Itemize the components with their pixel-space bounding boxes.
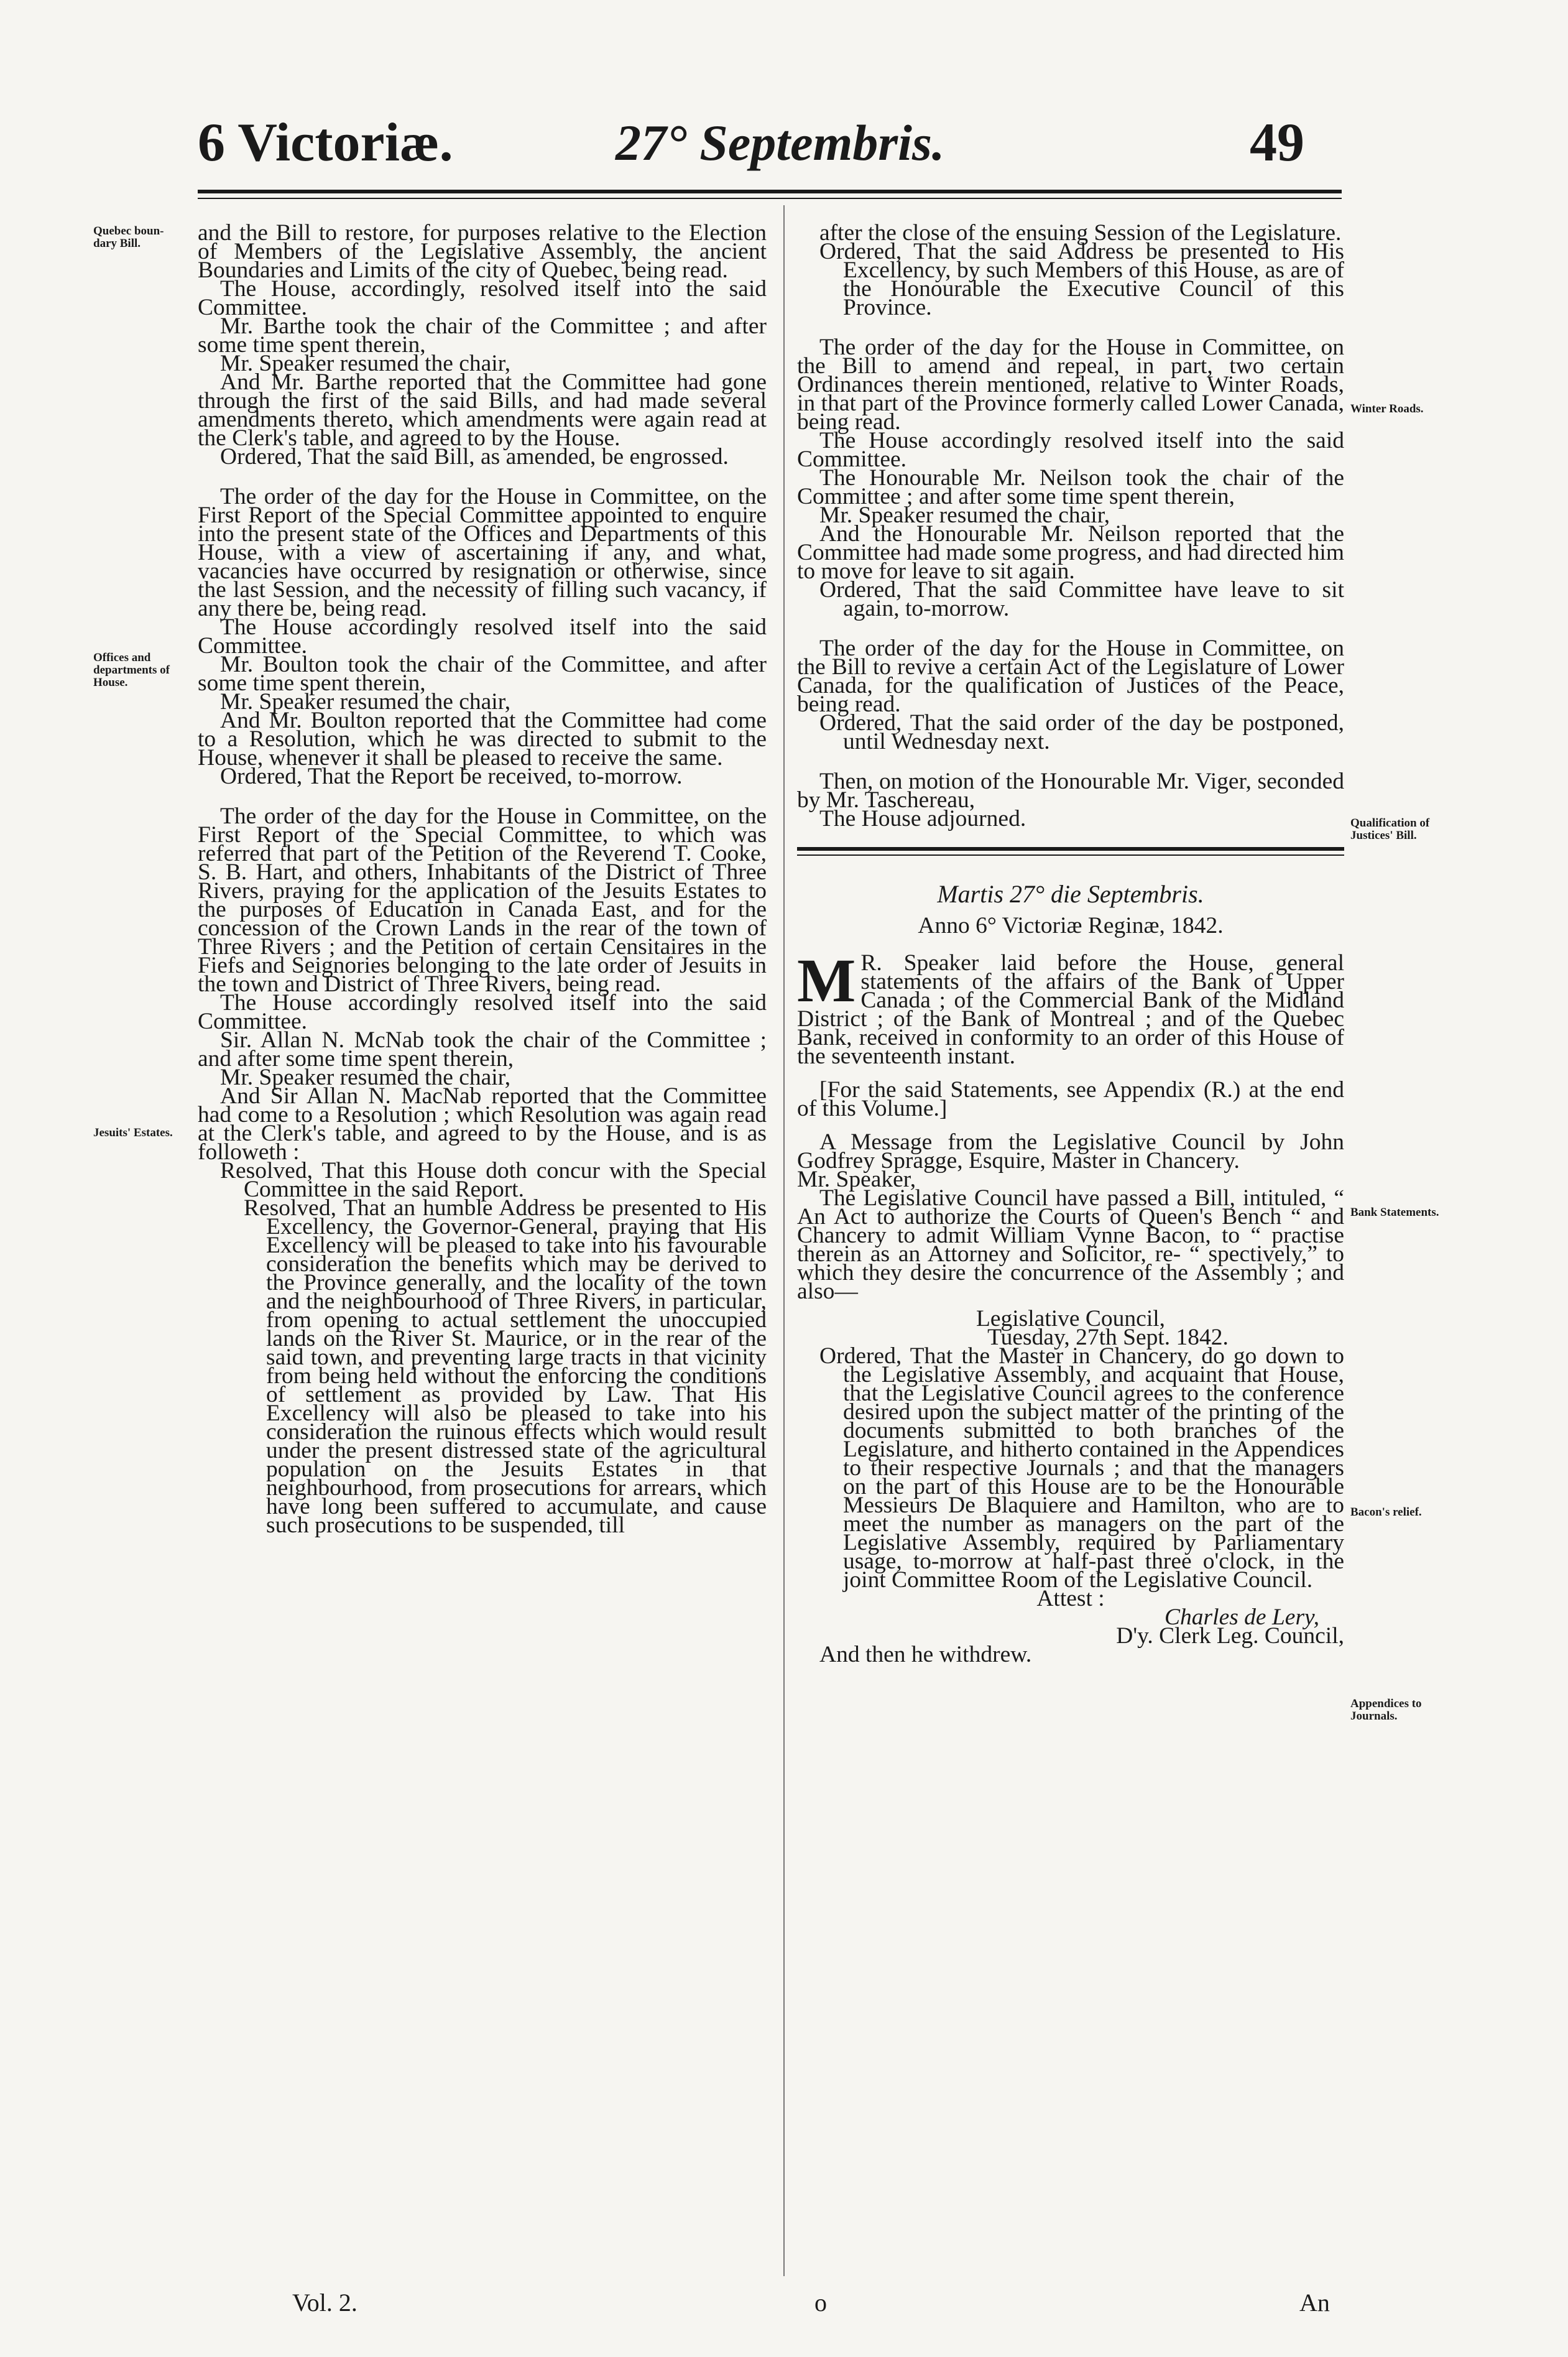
paragraph: Mr. Speaker resumed the chair, <box>220 1065 511 1090</box>
margin-note-offices: Offices and departments of House. <box>93 651 170 689</box>
header-rule-thick <box>198 190 1342 193</box>
column-divider <box>783 205 785 2276</box>
paragraph: Ordered, That the Master in Chancery, do go down to the Legislative Assembly, and acquaint that House, that the Legislative Council agrees to the conference desired upon the subject matter of the printing of the documents submitted to both branches of the Legislature, and hitherto contained in the Appendices to their respective Journals ; and that the managers on the part of this House are to be the Honourable Messieurs De Blaquiere and Hamilton, who are to meet the number as managers on the part of the Legislative Assembly, required by Parliamentary usage, to-morrow at half-past three o'clock, in the joint Committee Room of the Legislative Council. <box>819 1343 1344 1593</box>
running-header <box>0 106 1568 187</box>
margin-note-bank: Bank Statements. <box>1350 1206 1439 1219</box>
paragraph: And Mr. Barthe reported that the Committee had gone through the first of the said Bills, and had made several amendments thereto, which amendments were again read at the Clerk's table, and agreed to by the House. <box>198 369 767 451</box>
signature-mark: o <box>814 2289 827 2317</box>
paragraph: R. Speaker laid before the House, general statements of the affairs of the Bank of Upper Canada ; of the Commercial Bank of the Midland District ; of the Bank of Montreal ; and of the Quebec Bank, received in conformity to an order of this House of the seventeenth instant. <box>797 950 1344 1069</box>
margin-note-jesuits: Jesuits' Estates. <box>93 1126 173 1139</box>
paragraph: The House adjourned. <box>819 806 1026 831</box>
paragraph: [For the said Statements, see Appendix (R.) at the end of this Volume.] <box>797 1077 1344 1121</box>
header-date: 27° Septembris. <box>616 114 945 171</box>
volume-mark: Vol. 2. <box>292 2289 357 2317</box>
paragraph: Ordered, That the said Bill, as amended, be engrossed. <box>220 444 729 470</box>
council-date: Tuesday, 27th Sept. 1842. <box>987 1325 1229 1350</box>
section-rule-thick <box>797 847 1344 851</box>
paragraph: And Mr. Boulton reported that the Committee had come to a Resolution, which he was directed to submit to the House, whenever it shall be pleased to receive the same. <box>198 708 767 771</box>
right-column <box>797 220 1344 1667</box>
day-subtitle: Anno 6° Victoriæ Reginæ, 1842. <box>918 913 1224 938</box>
council-heading: Legislative Council, <box>975 1306 1166 1331</box>
paragraph: Mr. Speaker resumed the chair, <box>220 351 511 376</box>
catchword: An <box>1299 2289 1330 2317</box>
day-title: Martis 27° die Septembris. <box>937 880 1204 908</box>
paragraph: Then, on motion of the Honourable Mr. Viger, seconded by Mr. Taschereau, <box>797 769 1344 813</box>
paragraph: The order of the day for the House in Committee, on the First Report of the Special Committee, to which was referred that part of the Petition of the Reverend T. Cooke, S. B. Hart, and others, Inhabitants of the District of Three Rivers, praying for the application of the Jesuits Estates to the purposes of Education in Canada East, and for the concession of the Crown Lands in the rear of the town of Three Rivers ; and the Petition of certain Censitaires in the Fiefs and Seignories belonging to the late order of Jesuits in the town and District of Three Rivers, being read. <box>198 803 767 997</box>
paragraph: Sir. Allan N. McNab took the chair of the Committee ; and after some time spent therein, <box>198 1027 767 1072</box>
paragraph: The order of the day for the House in Committee, on the Bill to revive a certain Act of the Legislature of Lower Canada, for the qualification of Justices of the Peace, being read. <box>797 636 1344 717</box>
paragraph: Ordered, That the Report be received, to-morrow. <box>220 764 683 789</box>
signatory-name: Charles de Lery, <box>1164 1605 1319 1630</box>
paragraph: The Legislative Council have passed a Bill, intituled, “ An Act to authorize the Courts of Queen's Bench “ and Chancery to admit William Vynne Bacon, to “ practise therein as an Attorney and Solicitor, re- “ spectively,” to which they desire the concurrence of the Assembly ; and also— <box>797 1185 1344 1304</box>
paragraph: Ordered, That the said Committee have leave to sit again, to-morrow. <box>819 577 1344 621</box>
paragraph: Mr. Speaker, <box>797 1167 916 1192</box>
attest-label: Attest : <box>1036 1586 1105 1611</box>
paragraph: And Sir Allan N. MacNab reported that the Committee had come to a Resolution ; which Resolution was again read at the Clerk's table, and agreed to by the House, and is as followeth : <box>198 1083 767 1165</box>
paragraph: The House accordingly resolved itself into the said Committee. <box>198 614 767 659</box>
left-column <box>198 220 767 1538</box>
paragraph: Mr. Barthe took the chair of the Committee ; and after some time spent therein, <box>198 313 767 358</box>
paragraph: The Honourable Mr. Neilson took the chair of the Committee ; and after some time spent therein, <box>797 465 1344 509</box>
paragraph: The order of the day for the House in Committee, on the First Report of the Special Committee appointed to enquire into the present state of the Offices and Departments of this House, with a view of ascertaining if any, and what, vacancies have occurred by resignation or otherwise, since the last Session, and the necessity of filling such vacancy, if any there be, being read. <box>198 484 767 621</box>
paragraph: Ordered, That the said Address be presented to His Excellency, by such Members of this House, as are of the Honourable the Executive Council of this Province. <box>819 239 1344 320</box>
margin-note-bacon: Bacon's relief. <box>1350 1506 1422 1519</box>
paragraph: Mr. Speaker resumed the chair, <box>819 502 1110 528</box>
paragraph: And then he withdrew. <box>819 1642 1032 1667</box>
paragraph: And the Honourable Mr. Neilson reported that the Committee had made some progress, and had directed him to move for leave to sit again. <box>797 521 1344 584</box>
paragraph: The order of the day for the House in Committee, on the Bill to amend and repeal, in part, two certain Ordinances therein mentioned, relative to Winter Roads, in that part of the Province formerly called Lower Canada, being read. <box>797 335 1344 435</box>
paragraph: The House accordingly resolved itself into the said Committee. <box>198 990 767 1034</box>
margin-note-winter-roads: Winter Roads. <box>1350 402 1424 415</box>
paragraph: Mr. Boulton took the chair of the Committee, and after some time spent therein, <box>198 652 767 696</box>
header-regnal-year: 6 Victoriæ. <box>198 113 453 173</box>
section-rule-thin <box>797 854 1344 856</box>
signatory-title: D'y. Clerk Leg. Council, <box>1116 1623 1344 1649</box>
page-footer <box>0 2287 1568 2325</box>
resolution: Resolved, That this House doth concur with the Special Committee in the said Report. <box>220 1158 767 1202</box>
drop-cap: M <box>797 946 856 1015</box>
paragraph: and the Bill to restore, for purposes relative to the Election of Members of the Legislative Assembly, the ancient Boundaries and Limits of the city of Quebec, being read. <box>198 220 767 283</box>
resolution: Resolved, That an humble Address be presented to His Excellency, the Governor-General, praying that His Excellency will be pleased to take into his favourable consideration the benefits which may be derived to the Province generally, and the locality of the town and the neighbourhood of Three Rivers, in particular, from opening to actual settlement the unoccupied lands on the River St. Maurice, or in the rear of the said town, and preventing large tracts in that vicinity from being held without the enforcing the conditions of settlement as provided by Law. That His Excellency will also be pleased to take into his consideration the ruinous effects which would result under the present distressed state of the agricultural population on the Jesuits Estates in that neighbourhood, from prosecutions for arrears, which have long been suffered to accumulate, and cause such prosecutions to be suspended, till <box>244 1195 767 1538</box>
paragraph: after the close of the ensuing Session of the Legislature. <box>819 220 1342 246</box>
page-number: 49 <box>1250 113 1304 173</box>
paragraph: Mr. Speaker resumed the chair, <box>220 689 511 715</box>
paragraph: A Message from the Legislative Council by John Godfrey Spragge, Esquire, Master in Chancery. <box>797 1129 1344 1174</box>
paragraph: The House accordingly resolved itself into the said Committee. <box>797 428 1344 472</box>
margin-note-appendices: Appendices to Journals. <box>1350 1697 1422 1723</box>
paragraph: Ordered, That the said order of the day be postponed, until Wednesday next. <box>819 710 1344 754</box>
paragraph: The House, accordingly, resolved itself into the said Committee. <box>198 276 767 320</box>
margin-note-qualification: Qualification of Justices' Bill. <box>1350 817 1430 842</box>
header-rule-thin <box>198 198 1342 199</box>
margin-note-quebec: Quebec boun- dary Bill. <box>93 225 164 250</box>
